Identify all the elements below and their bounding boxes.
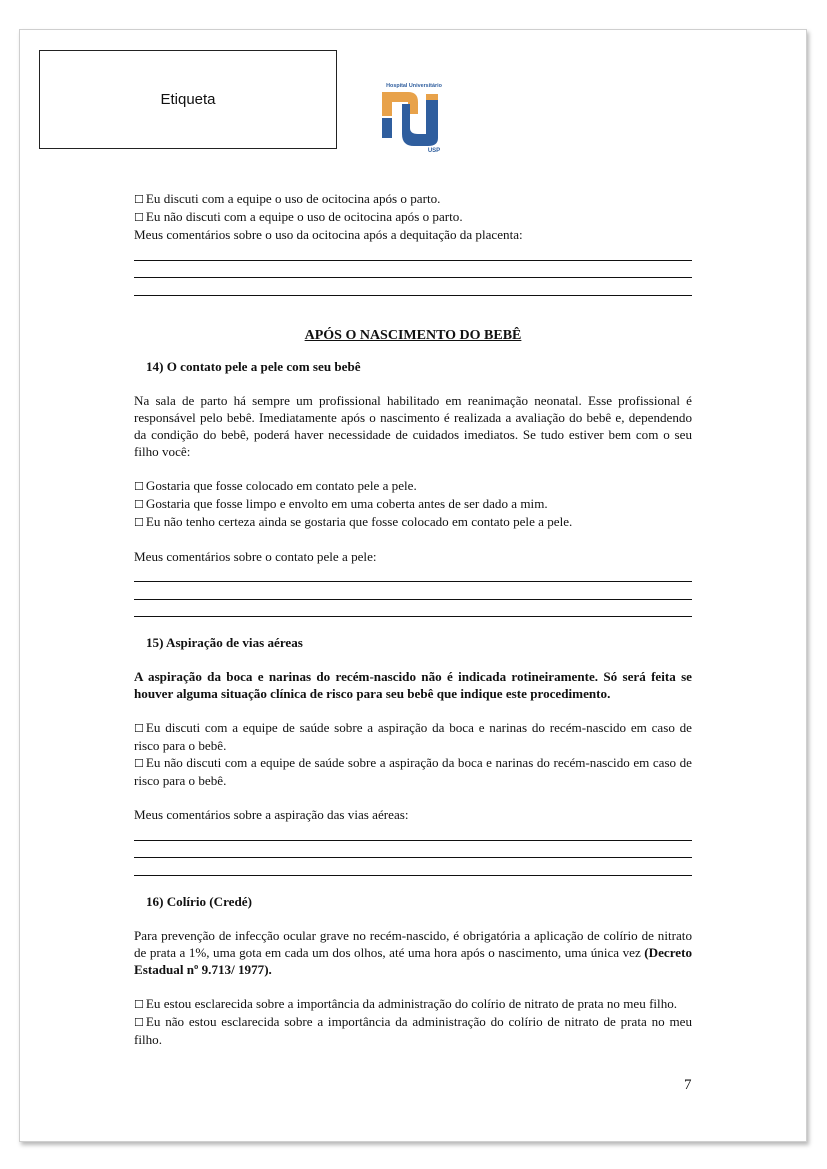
eye-drops-option-not-informed[interactable]: ☐ Eu não estou esclarecida sobre a importância da administração do colírio de nitrato de prata no meu filho. (134, 1013, 692, 1047)
comment-line[interactable] (134, 840, 692, 841)
comment-line[interactable] (134, 260, 692, 261)
checkbox-icon[interactable]: ☐ (134, 757, 144, 770)
question-15-body: A aspiração da boca e narinas do recém-nascido não é indicada rotineiramente. Só será feita se houver alguma situação clínica de risco para seu bebê que indique este procedimento. (134, 669, 692, 701)
decree-reference: (Decreto Estadual nº 9.713/ 1977). (134, 944, 692, 977)
question-15-title: 15) Aspiração de vias aéreas (146, 635, 303, 650)
oxytocin-comment-label: Meus comentários sobre o uso da ocitocina após a dequitação da placenta: (134, 227, 523, 242)
comment-line[interactable] (134, 616, 692, 617)
checkbox-icon[interactable]: ☐ (134, 1015, 144, 1029)
oxytocin-option-discussed[interactable]: ☐ Eu discuti com a equipe o uso de ocitocina após o parto. (134, 191, 441, 206)
checkbox-icon[interactable]: ☐ (134, 497, 144, 511)
question-16-title: 16) Colírio (Credé) (146, 893, 252, 909)
comment-line[interactable] (134, 599, 692, 600)
oxytocin-option-not-discussed[interactable]: ☐ Eu não discuti com a equipe o uso de ocitocina após o parto. (134, 209, 463, 224)
aspiration-option-not-discussed[interactable]: ☐ Eu não discuti com a equipe de saúde sobre a aspiração da boca e narinas do recém-nascido em caso de risco para o bebê. (134, 755, 692, 788)
aspiration-option-discussed[interactable]: ☐ Eu discuti com a equipe de saúde sobre a aspiração da boca e narinas do recém-nascido em caso de risco para o bebê. (134, 720, 692, 753)
comment-line[interactable] (134, 295, 692, 296)
hospital-logo (378, 80, 450, 154)
label-box-text: Etiqueta (160, 91, 216, 108)
section-title: APÓS O NASCIMENTO DO BEBÊ (304, 327, 522, 343)
document-content (134, 190, 692, 1048)
logo-text-top: Hospital Universitário (386, 83, 442, 89)
checkbox-icon[interactable]: ☐ (134, 997, 144, 1011)
logo-text-bottom: USP (427, 148, 441, 154)
checkbox-icon[interactable]: ☐ (134, 479, 144, 493)
eye-drops-option-informed[interactable]: ☐ Eu estou esclarecida sobre a importância da administração do colírio de nitrato de prata no meu filho. (134, 995, 678, 1011)
skin-contact-option-2[interactable]: ☐ Gostaria que fosse limpo e envolto em uma coberta antes de ser dado a mim. (134, 495, 548, 511)
checkbox-icon[interactable]: ☐ (134, 722, 144, 735)
comment-line[interactable] (134, 277, 692, 278)
comment-line[interactable] (134, 857, 692, 858)
aspiration-comment-label: Meus comentários sobre a aspiração das vias aéreas: (134, 807, 409, 822)
checkbox-icon[interactable]: ☐ (134, 211, 144, 224)
checkbox-icon[interactable]: ☐ (134, 193, 144, 206)
skin-contact-option-3[interactable]: ☐ Eu não tenho certeza ainda se gostaria que fosse colocado em contato pele a pele. (134, 513, 573, 529)
page-number: 7 (684, 1077, 692, 1093)
checkbox-icon[interactable]: ☐ (134, 515, 144, 529)
skin-contact-option-1[interactable]: ☐ Gostaria que fosse colocado em contato pele a pele. (134, 477, 417, 493)
comment-line[interactable] (134, 875, 692, 876)
skin-contact-comment-label: Meus comentários sobre o contato pele a pele: (134, 548, 377, 564)
comment-line[interactable] (134, 581, 692, 582)
label-box (39, 50, 337, 149)
question-16-body: Para prevenção de infecção ocular grave no recém-nascido, é obrigatória a aplicação de colírio de nitrato de prata a 1%, uma gota em cada um dos olhos, até uma hora após o nascimento, uma única vez (Decreto Estadual nº 9.713/ 1977). (134, 927, 692, 977)
question-14-body: Na sala de parto há sempre um profissional habilitado em reanimação neonatal. Esse profissional é responsável pelo bebê. Imediatamente após o nascimento é realizada a avaliação do bebê e, dependendo da condição do bebê, poderá haver necessidade de cuidados imediatos. Se tudo estiver bem com o seu filho você: (134, 392, 692, 459)
question-14-title: 14) O contato pele a pele com seu bebê (146, 358, 361, 374)
